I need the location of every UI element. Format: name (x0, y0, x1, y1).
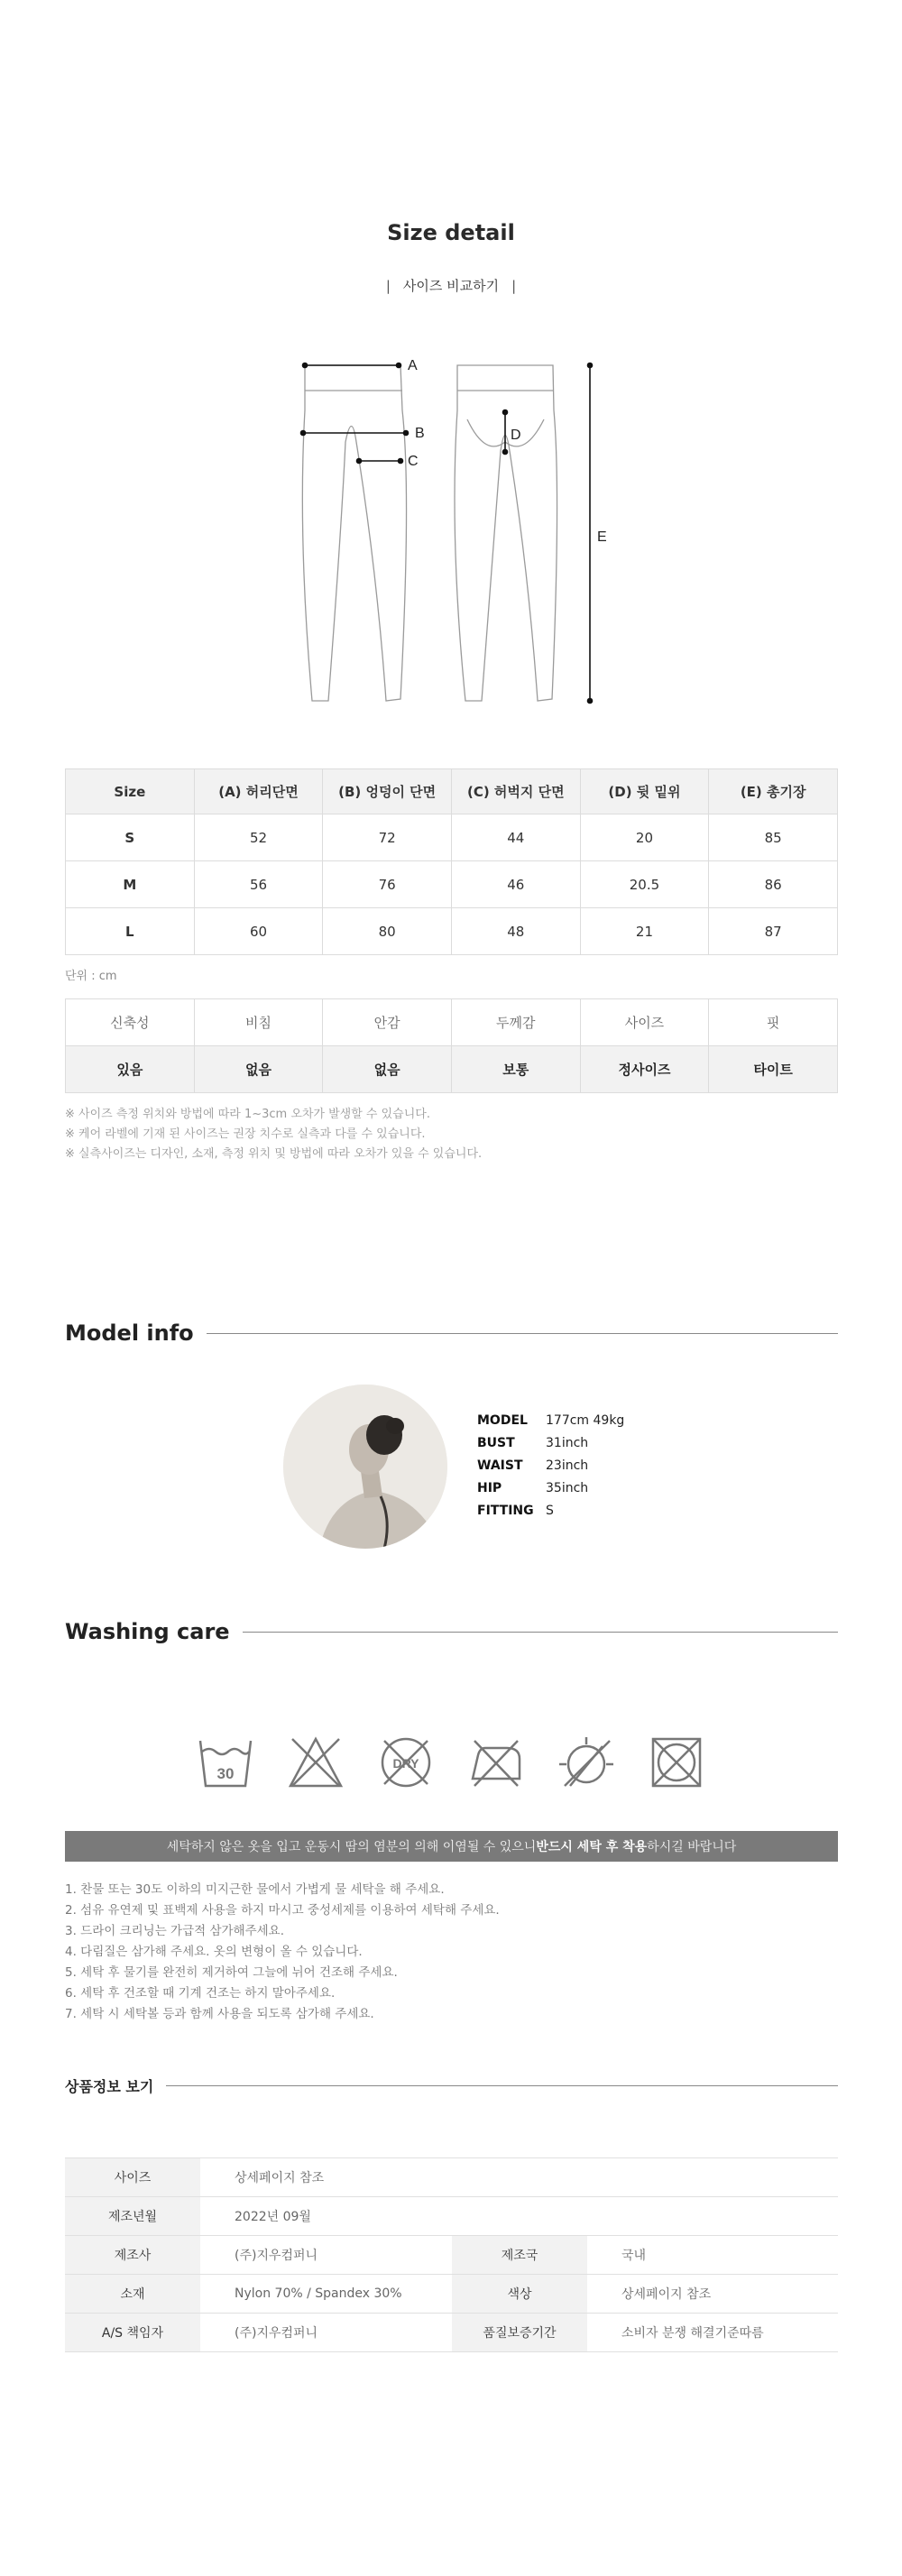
product-info-table (65, 2157, 838, 2352)
table-cell: 72 (323, 814, 452, 861)
list-item: 2. 섬유 유연제 및 표백제 사용을 하지 마시고 중성세제를 이용하여 세탁해 주세요. (65, 1903, 500, 1918)
column-header: (B) 엉덩이 단면 (323, 769, 452, 814)
label-d: D (511, 428, 521, 443)
spec-value: 177cm 49kg (546, 1413, 625, 1428)
info-value: 상세페이지 참조 (587, 2275, 838, 2314)
property-label: 두께감 (451, 999, 580, 1046)
label-c: C (408, 454, 419, 469)
info-value: (주)지우컴퍼니 (200, 2314, 452, 2352)
table-row (66, 908, 838, 955)
washing-care-title: Washing care (65, 1619, 230, 1644)
spec-row (477, 1500, 624, 1523)
label-a: A (408, 358, 418, 373)
label-e: E (597, 529, 607, 545)
banner-emphasis: 반드시 세탁 후 착용 (536, 1840, 648, 1854)
table-cell: 52 (194, 814, 323, 861)
size-table-header (66, 769, 838, 814)
list-item: 1. 찬물 또는 30도 이하의 미지근한 물에서 가볍게 물 세탁을 해 주세요. (65, 1882, 445, 1897)
property-label: 안감 (323, 999, 452, 1046)
info-label: 사이즈 (65, 2158, 200, 2197)
table-row (65, 2158, 838, 2197)
model-info-title: Model info (65, 1320, 194, 1346)
note-line: ※ 실측사이즈는 디자인, 소재, 측정 위치 및 방법에 따라 오차가 있을 수 있습니다. (65, 1147, 483, 1161)
column-header: Size (66, 769, 195, 814)
table-row (66, 999, 838, 1046)
table-row (66, 1046, 838, 1093)
table-cell: 20 (580, 814, 709, 861)
table-row (65, 2236, 838, 2275)
property-value: 없음 (323, 1046, 452, 1093)
divider (166, 2085, 838, 2086)
table-cell: 46 (451, 861, 580, 908)
label-b: B (415, 426, 425, 441)
note-line: ※ 사이즈 측정 위치와 방법에 따라 1~3cm 오차가 발생할 수 있습니다. (65, 1108, 430, 1121)
table-cell: 20.5 (580, 861, 709, 908)
spec-value: 35inch (546, 1481, 589, 1495)
spec-label: FITTING (477, 1504, 534, 1518)
property-value: 보통 (451, 1046, 580, 1093)
property-value: 정사이즈 (580, 1046, 709, 1093)
note-line: ※ 케어 라벨에 기재 된 사이즈는 권장 치수로 실측과 다를 수 있습니다. (65, 1127, 426, 1141)
spec-label: WAIST (477, 1458, 523, 1473)
spec-value: 31inch (546, 1436, 589, 1450)
property-value: 있음 (66, 1046, 195, 1093)
divider: | (385, 278, 391, 294)
info-value: 소비자 분쟁 해결기준따름 (587, 2314, 838, 2352)
table-cell: 76 (323, 861, 452, 908)
table-cell: 56 (194, 861, 323, 908)
size-detail-title: Size detail (387, 220, 515, 245)
property-value: 타이트 (709, 1046, 838, 1093)
spec-value: S (546, 1504, 554, 1518)
wash-temp-label: 30 (216, 1765, 235, 1782)
table-cell: 85 (709, 814, 838, 861)
info-label: 품질보증기간 (452, 2314, 587, 2352)
spec-label: BUST (477, 1436, 515, 1450)
leggings-measurement-diagram (289, 356, 631, 722)
spec-label: MODEL (477, 1413, 528, 1428)
info-label: 제조국 (452, 2236, 587, 2275)
list-item: 4. 다림질은 삼가해 주세요. 옷의 변형이 올 수 있습니다. (65, 1945, 363, 1959)
no-bleach-icon (287, 1734, 345, 1791)
no-tumble-dry-icon (557, 1734, 615, 1791)
spec-row (477, 1410, 624, 1432)
list-item: 5. 세탁 후 물기를 완전히 제거하여 그늘에 뉘어 건조해 주세요. (65, 1965, 398, 1980)
info-value: 2022년 09월 (200, 2197, 838, 2236)
table-cell: 80 (323, 908, 452, 955)
list-item: 7. 세탁 시 세탁볼 등과 함께 사용을 되도록 삼가해 주세요. (65, 2007, 374, 2021)
table-row (65, 2275, 838, 2314)
info-label: 색상 (452, 2275, 587, 2314)
size-cell: M (66, 861, 195, 908)
size-compare-label: 사이즈 비교하기 (402, 278, 500, 294)
property-label: 비침 (194, 999, 323, 1046)
table-cell: 44 (451, 814, 580, 861)
wash-instructions (65, 1880, 500, 2025)
spec-row (477, 1455, 624, 1477)
table-row (66, 861, 838, 908)
info-value: (주)지우컴퍼니 (200, 2236, 452, 2275)
no-dryer-icon (648, 1734, 705, 1791)
info-label: A/S 책임자 (65, 2314, 200, 2352)
product-info-title: 상품정보 보기 (65, 2077, 154, 2095)
info-label: 소재 (65, 2275, 200, 2314)
divider (207, 1333, 838, 1334)
model-info-header (65, 1320, 838, 1347)
spec-value: 23inch (546, 1458, 589, 1473)
list-item: 6. 세탁 후 건조할 때 기계 건조는 하지 말아주세요. (65, 1986, 336, 2001)
size-cell: L (66, 908, 195, 955)
table-row (65, 2197, 838, 2236)
size-compare-link[interactable] (0, 276, 902, 295)
washing-care-header (65, 1618, 838, 1645)
wash-30-icon (197, 1734, 254, 1791)
list-item: 3. 드라이 크리닝는 가급적 삼가해주세요. (65, 1924, 284, 1938)
property-value: 없음 (194, 1046, 323, 1093)
spec-row (477, 1432, 624, 1455)
fit-properties-table (65, 998, 838, 1093)
product-info-header (65, 2072, 838, 2099)
size-table (65, 768, 838, 955)
table-cell: 48 (451, 908, 580, 955)
info-label: 제조년월 (65, 2197, 200, 2236)
unit-note: 단위 : cm (65, 970, 117, 983)
banner-text: 하시길 바랍니다 (647, 1840, 737, 1854)
column-header: (D) 뒷 밑위 (580, 769, 709, 814)
info-value: Nylon 70% / Spandex 30% (200, 2275, 452, 2314)
size-cell: S (66, 814, 195, 861)
property-label: 사이즈 (580, 999, 709, 1046)
info-value: 상세페이지 참조 (200, 2158, 838, 2197)
property-label: 핏 (709, 999, 838, 1046)
spec-row (477, 1477, 624, 1500)
banner-text: 세탁하지 않은 옷을 입고 운동시 땀의 염분의 의해 이염될 수 있으니 (166, 1840, 537, 1854)
dry-label: DRY (392, 1756, 419, 1771)
model-specs (477, 1410, 624, 1523)
divider (243, 1632, 838, 1633)
column-header: (E) 총기장 (709, 769, 838, 814)
column-header: (C) 허벅지 단면 (451, 769, 580, 814)
table-cell: 86 (709, 861, 838, 908)
info-value: 국내 (587, 2236, 838, 2275)
table-cell: 60 (194, 908, 323, 955)
info-label: 제조사 (65, 2236, 200, 2275)
divider: | (511, 278, 517, 294)
no-dry-clean-icon (377, 1734, 435, 1791)
size-notes (65, 1105, 482, 1164)
property-label: 신축성 (66, 999, 195, 1046)
table-row (66, 814, 838, 861)
table-row (65, 2314, 838, 2352)
spec-label: HIP (477, 1481, 502, 1495)
no-iron-icon (467, 1734, 525, 1791)
wash-warning-banner (65, 1831, 838, 1862)
table-cell: 21 (580, 908, 709, 955)
model-photo (283, 1385, 447, 1549)
column-header: (A) 허리단면 (194, 769, 323, 814)
table-cell: 87 (709, 908, 838, 955)
